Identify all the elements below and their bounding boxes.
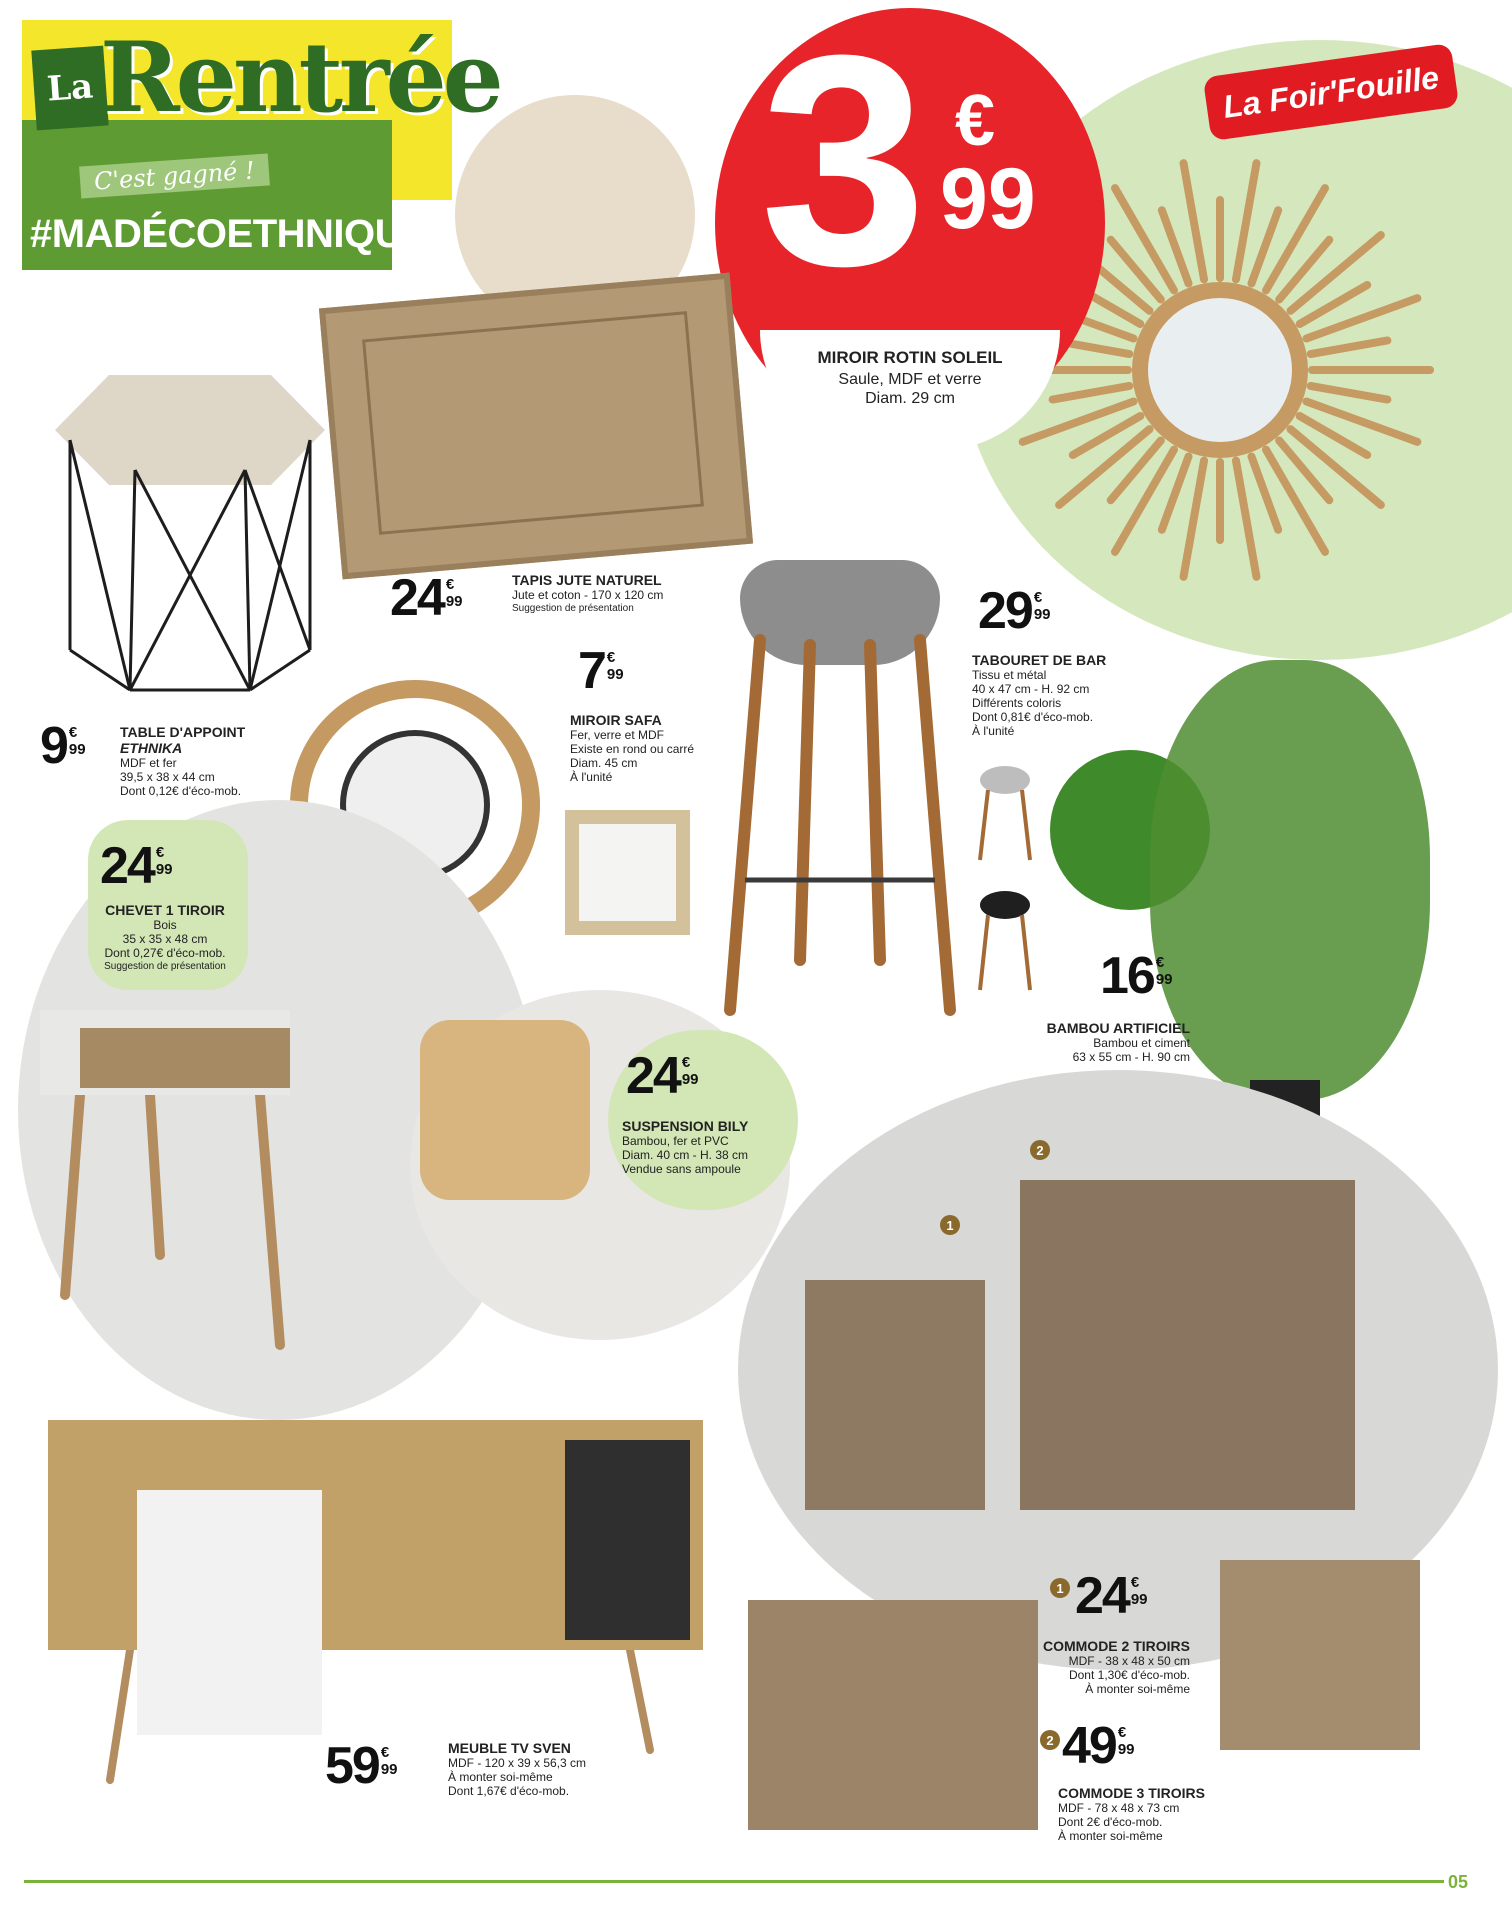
- meuble-tv-price-integer: 59: [325, 1737, 379, 1795]
- bambou-price-integer: 16: [1100, 947, 1154, 1005]
- sun-ray: [1184, 461, 1204, 577]
- table-price-cents: 99: [68, 741, 86, 758]
- tabouret-price-currency: €: [1033, 589, 1043, 606]
- miroir-safa-price-currency: €: [606, 649, 616, 666]
- page-number: 05: [1448, 1872, 1469, 1892]
- meuble-tv-title: MEUBLE TV SVEN: [448, 1740, 571, 1756]
- featured-price-integer: 3: [760, 0, 917, 328]
- commode3-info: [1058, 1785, 1238, 1843]
- tapis-desc1: Jute et coton - 170 x 120 cm: [512, 588, 664, 602]
- miroir-safa-price: [578, 642, 624, 700]
- commode3-desc1: MDF - 78 x 48 x 73 cm: [1058, 1801, 1180, 1815]
- commode3-desc3: À monter soi-même: [1058, 1829, 1163, 1843]
- tabouret-desc3: Différents coloris: [972, 696, 1062, 710]
- tapis-price-cents: 99: [445, 593, 463, 610]
- bambou-desc1: Bambou et ciment: [1093, 1036, 1190, 1050]
- rug-border: [362, 311, 704, 535]
- tabouret-price-integer: 29: [978, 582, 1032, 640]
- dresser-3-drawers-image: [1020, 1180, 1355, 1510]
- suspension-price-currency: €: [681, 1054, 691, 1071]
- commode2-price-integer: 24: [1075, 1567, 1129, 1625]
- tabouret-desc1: Tissu et métal: [972, 668, 1047, 682]
- suspension-desc1: Bambou, fer et PVC: [622, 1134, 729, 1148]
- sun-ray: [1023, 401, 1134, 441]
- bambou-price: [1100, 947, 1173, 1005]
- suspension-desc3: Vendue sans ampoule: [622, 1162, 741, 1176]
- bambou-info: [1010, 1020, 1190, 1064]
- chevet-desc1: Bois: [153, 918, 177, 932]
- suspension-info: [622, 1118, 792, 1176]
- chevet-price-integer: 24: [100, 837, 154, 895]
- miroir-safa-info: [570, 712, 720, 784]
- commode3-marker: 2: [1040, 1730, 1060, 1750]
- chevet-price: [100, 837, 173, 895]
- dresser-2-drawers-open-image: [1220, 1560, 1420, 1750]
- meuble-tv-price-currency: €: [380, 1744, 390, 1761]
- miroir-safa-desc3: Diam. 45 cm: [570, 756, 638, 770]
- commode2-desc2: Dont 1,30€ d'éco-mob.: [1068, 1668, 1190, 1682]
- miroir-safa-desc1: Fer, verre et MDF: [570, 728, 665, 742]
- commode3-title: COMMODE 3 TIROIRS: [1058, 1785, 1206, 1801]
- featured-price-cents: 99: [940, 151, 1036, 247]
- meuble-tv-desc3: Dont 1,67€ d'éco-mob.: [448, 1784, 570, 1798]
- chevet-info: [60, 902, 270, 974]
- chevet-title: CHEVET 1 TIROIR: [105, 902, 225, 918]
- footer-divider: [24, 1880, 1444, 1883]
- table-price-currency: €: [68, 724, 78, 741]
- square-mirror-image: [565, 810, 690, 935]
- tabouret-desc5: À l'unité: [972, 724, 1015, 738]
- logo-la: La: [31, 46, 108, 131]
- meuble-tv-desc1: MDF - 120 x 39 x 56,3 cm: [448, 1756, 587, 1770]
- miroir-safa-desc4: À l'unité: [570, 770, 613, 784]
- commode2-desc3: À monter soi-même: [1085, 1682, 1190, 1696]
- hashtag: #MADÉCOETHNIQUE: [30, 212, 430, 256]
- commode2-title: COMMODE 2 TIROIRS: [1042, 1638, 1190, 1654]
- dresser-3-drawers-open-image: [748, 1600, 1038, 1830]
- sun-ray: [1053, 386, 1130, 400]
- sun-ray: [1184, 163, 1204, 279]
- commode2-marker: 1: [1050, 1578, 1070, 1598]
- bar-stool-legs-image: [720, 630, 960, 1020]
- commode2-price-currency: €: [1130, 1574, 1140, 1591]
- sun-ray: [1306, 298, 1417, 338]
- chevet-price-cents: 99: [155, 861, 173, 878]
- suspension-desc2: Diam. 40 cm - H. 38 cm: [622, 1148, 749, 1162]
- bambou-price-currency: €: [1155, 954, 1165, 971]
- tapis-price: [390, 569, 463, 627]
- miroir-rotin-title: MIROIR ROTIN SOLEIL: [817, 348, 1003, 367]
- miroir-safa-desc2: Existe en rond ou carré: [570, 742, 695, 756]
- tabouret-desc4: Dont 0,81€ d'éco-mob.: [972, 710, 1094, 724]
- sun-ray: [1306, 401, 1417, 441]
- chevet-desc3: Dont 0,27€ d'éco-mob.: [104, 946, 226, 960]
- table-price: [40, 717, 86, 775]
- chevet-desc4: Suggestion de présentation: [104, 961, 226, 972]
- miroir-rotin-description: [790, 370, 1030, 408]
- miroir-rotin-desc1: Saule, MDF et verre: [838, 371, 982, 388]
- meuble-tv-info: [448, 1740, 648, 1798]
- tabouret-price-cents: 99: [1033, 606, 1051, 623]
- side-table-legs-image: [55, 430, 325, 700]
- commode3-price-cents: 99: [1117, 1741, 1135, 1758]
- image-marker-2: 2: [1030, 1140, 1050, 1160]
- tapis-title: TAPIS JUTE NATUREL: [512, 572, 662, 588]
- meuble-tv-desc2: À monter soi-même: [448, 1770, 553, 1784]
- commode2-desc1: MDF - 38 x 48 x 50 cm: [1068, 1654, 1190, 1668]
- tapis-info: [512, 572, 712, 616]
- tabouret-price: [978, 582, 1051, 640]
- miroir-safa-price-cents: 99: [606, 666, 624, 683]
- commode3-price-currency: €: [1117, 1724, 1127, 1741]
- commode2-price: [1075, 1567, 1148, 1625]
- table-subtitle: ETHNIKA: [120, 740, 183, 756]
- tabouret-title: TABOURET DE BAR: [972, 652, 1107, 668]
- nightstand-drawer: [80, 1028, 290, 1088]
- dresser-2-drawers-image: [805, 1280, 985, 1510]
- table-desc3: Dont 0,12€ d'éco-mob.: [120, 784, 242, 798]
- chevet-desc2: 35 x 35 x 48 cm: [122, 932, 208, 946]
- logo-rentree: Rentrée: [100, 21, 500, 134]
- meuble-tv-price-cents: 99: [380, 1761, 398, 1778]
- sun-ray: [1236, 163, 1256, 279]
- table-price-integer: 9: [40, 717, 67, 775]
- bambou-title: BAMBOU ARTIFICIEL: [1046, 1020, 1190, 1036]
- commode3-price: [1062, 1717, 1135, 1775]
- sun-ray: [1311, 340, 1388, 354]
- pendant-lamp-image: [420, 1020, 590, 1200]
- table-info: [120, 724, 310, 798]
- suspension-price: [626, 1047, 699, 1105]
- bambou-price-cents: 99: [1155, 971, 1173, 988]
- tabouret-info: [972, 652, 1172, 738]
- tapis-price-integer: 24: [390, 569, 444, 627]
- tabouret-desc2: 40 x 47 cm - H. 92 cm: [972, 682, 1090, 696]
- suspension-title: SUSPENSION BILY: [622, 1118, 749, 1134]
- bambou-desc2: 63 x 55 cm - H. 90 cm: [1072, 1050, 1190, 1064]
- commode3-desc2: Dont 2€ d'éco-mob.: [1058, 1815, 1163, 1829]
- featured-price-currency: €: [955, 81, 996, 161]
- small-stools-image: [970, 760, 1040, 1000]
- sun-ray: [1311, 386, 1388, 400]
- bamboo-plant-image: [1150, 660, 1430, 1100]
- nightstand-legs-image: [60, 1095, 290, 1355]
- table-title: TABLE D'APPOINT: [120, 724, 246, 740]
- commode3-price-integer: 49: [1062, 1717, 1116, 1775]
- chevet-price-currency: €: [155, 844, 165, 861]
- miroir-rotin-desc2: Diam. 29 cm: [865, 390, 955, 407]
- suspension-price-integer: 24: [626, 1047, 680, 1105]
- tagline: C'est gagné !: [79, 153, 270, 198]
- tapis-desc2: Suggestion de présentation: [512, 603, 634, 614]
- commode2-price-cents: 99: [1130, 1591, 1148, 1608]
- brand-logo: La Foir'Fouille: [1203, 43, 1459, 141]
- miroir-safa-price-integer: 7: [578, 642, 605, 700]
- tv-unit-black-door: [565, 1440, 690, 1640]
- commode2-info: [1010, 1638, 1190, 1696]
- table-desc1: MDF et fer: [120, 756, 177, 770]
- image-marker-1: 1: [940, 1215, 960, 1235]
- tapis-price-currency: €: [445, 576, 455, 593]
- suspension-price-cents: 99: [681, 1071, 699, 1088]
- meuble-tv-price: [325, 1737, 398, 1795]
- table-desc2: 39,5 x 38 x 44 cm: [120, 770, 215, 784]
- sun-ray: [1236, 461, 1256, 577]
- miroir-safa-title: MIROIR SAFA: [570, 712, 662, 728]
